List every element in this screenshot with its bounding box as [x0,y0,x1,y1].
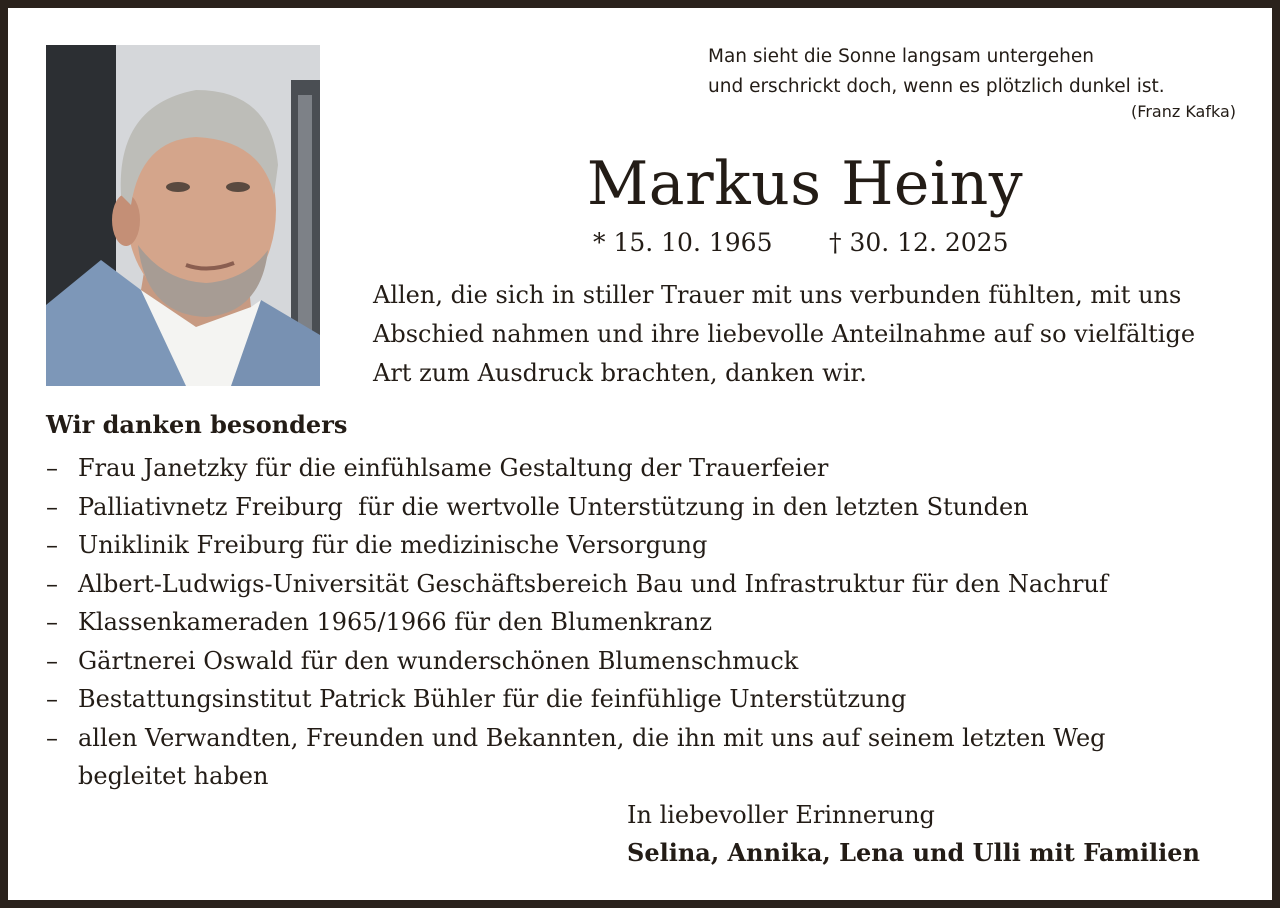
dash-marker: – [46,685,58,713]
closing-signature [627,796,1200,872]
death-date: † 30. 12. 2025 [829,228,1009,257]
thanks-line-2: Abschied nahmen und ihre liebevolle Anteilnahme auf so vielfältige [373,320,1196,348]
list-item [46,642,1236,681]
quote-line-1: Man sieht die Sonne langsam untergehen [708,46,1094,67]
list-item-text: Gärtnerei Oswald für den wunderschönen Blumenschmuck [78,646,799,675]
list-item [46,603,1236,642]
kafka-quote [708,42,1236,121]
thanks-paragraph [373,276,1253,393]
list-item [46,488,1236,527]
thanks-line-3: Art zum Ausdruck brachten, danken wir. [373,359,867,387]
quote-author: (Franz Kafka) [1131,102,1236,121]
deceased-name: Markus Heiny [586,149,1024,219]
quote-line-2: und erschrickt doch, wenn es plötzlich dunkel ist. [708,76,1165,97]
dash-marker: – [46,454,58,482]
list-item-continuation: begleitet haben [78,762,269,790]
portrait-photo [46,45,320,386]
thanks-line-1: Allen, die sich in stiller Trauer mit uns verbunden fühlten, mit uns [373,281,1182,309]
list-item-text: allen Verwandten, Freunden und Bekannten, die ihn mit uns auf seinem letzten Weg [78,723,1106,752]
dash-marker: – [46,723,58,752]
list-item-text: Uniklinik Freiburg für die medizinische Versorgung [78,531,708,559]
list-item-text: Palliativnetz Freiburg für die wertvolle Unterstützung in den letzten Stunden [78,492,1029,521]
dash-marker: – [46,492,58,521]
list-item [46,526,1236,565]
dash-marker: – [46,608,58,636]
list-item [46,565,1236,604]
family-names: Selina, Annika, Lena und Ulli mit Familien [627,838,1200,867]
list-item [46,449,1236,488]
list-item [46,719,1236,796]
list-item [46,680,1236,719]
birth-date: * 15. 10. 1965 [593,228,773,257]
list-item-text: Frau Janetzky für die einfühlsame Gestaltung der Trauerfeier [78,454,829,482]
list-item-text: Klassenkameraden 1965/1966 für den Blumenkranz [78,608,713,636]
closing-line: In liebevoller Erinnerung [627,801,935,829]
list-item-text: Bestattungsinstitut Patrick Bühler für die feinfühlige Unterstützung [78,685,907,713]
special-thanks-list [46,449,1236,796]
dash-marker: – [46,569,58,598]
dash-marker: – [46,646,58,675]
dash-marker: – [46,531,58,559]
special-thanks-heading: Wir danken besonders [46,410,348,439]
list-item-text: Albert-Ludwigs-Universität Geschäftsbereich Bau und Infrastruktur für den Nachruf [78,569,1108,598]
